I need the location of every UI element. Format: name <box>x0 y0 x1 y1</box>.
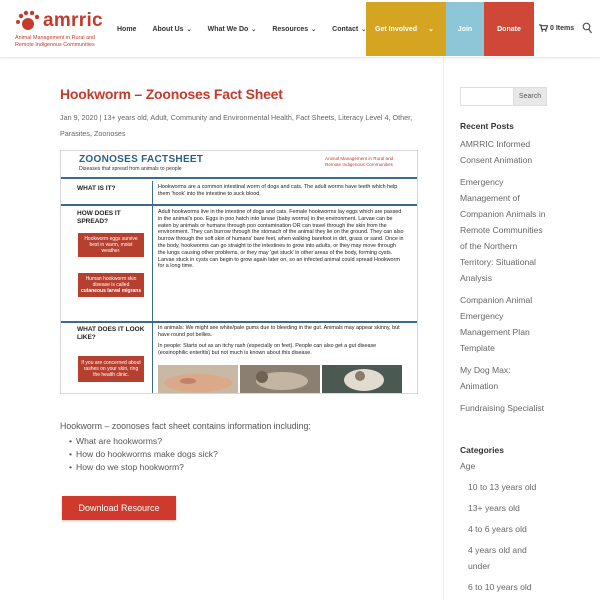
factsheet-divider <box>61 204 418 206</box>
download-resource-button[interactable]: Download Resource <box>62 496 176 520</box>
chevron-down-icon: ⌄ <box>186 26 192 33</box>
recent-posts-title: Recent Posts <box>460 121 514 131</box>
resource-topics <box>69 435 218 474</box>
get-involved-label: Get Involved <box>375 25 418 33</box>
cart-link[interactable] <box>539 24 574 32</box>
post-date: Jan 9, 2020 <box>60 113 98 122</box>
nav-home-label: Home <box>117 25 137 33</box>
category-link[interactable]: 6 to 10 years old <box>468 582 532 592</box>
resource-intro: Hookworm – zoonoses fact sheet contains information including: <box>60 421 311 431</box>
donate-label: Donate <box>497 25 521 33</box>
factsheet-q-look: WHAT DOES IT LOOK LIKE? <box>77 326 145 341</box>
categories-list <box>460 458 550 595</box>
nav-about-label: About Us <box>152 25 184 33</box>
list-item: • What are hookworms? <box>69 435 218 448</box>
factsheet-note-clinic: If you are concerned about rashes on your skin, ring the health clinic. <box>78 356 144 382</box>
post-meta: Jan 9, 2020 | 13+ years old, Adult, Community and Environmental Health, Fact Sheets, Literacy Level 4, Other, Parasites, Zoonoses <box>60 113 413 138</box>
category-link[interactable]: 4 years old and under <box>468 545 527 571</box>
search-icon[interactable] <box>582 22 592 34</box>
categories-title: Categories <box>460 445 504 455</box>
recent-post-link[interactable]: My Dog Max: Animation <box>460 365 511 391</box>
chevron-down-icon: ⌄ <box>361 26 367 33</box>
nav-home[interactable] <box>117 26 136 33</box>
search-button[interactable]: Search <box>514 87 547 106</box>
factsheet-a-people-text: In people: Starts out as an itchy rash (especially on feet). People can also get a gut disease (eosinophilic enteritis) but not much is known about this disease. <box>158 343 377 356</box>
factsheet-a-animals <box>158 325 404 339</box>
nav-contact[interactable] <box>332 26 366 33</box>
factsheet-photo-dog <box>240 365 320 393</box>
nav-join[interactable] <box>446 2 484 56</box>
recent-post-link[interactable]: Fundraising Specialist <box>460 403 545 413</box>
nav-what-we-do-label: What We Do <box>207 25 249 33</box>
search-input[interactable] <box>460 87 514 106</box>
site-logo[interactable] <box>15 9 115 51</box>
logo-wordmark: amrric <box>43 10 103 31</box>
site-header <box>0 0 600 58</box>
nav-get-involved[interactable] <box>366 2 446 56</box>
nav-about-us[interactable] <box>152 26 191 33</box>
chevron-down-icon: ⌄ <box>251 26 257 33</box>
factsheet-a-spread: Adult hookworms live in the intestine of dogs and cats. Female hookworms lay eggs which are passed in the animal's poo. Eggs in poo hatch into larvae (baby worms) in the environment. Larvae can be eaten by animals or humans through poo contamination OR can travel through the skin from the environment. They can burrow through the stomach of the animal they lie on the ground. They can also burrow through the soft skin of humans' bare feet, when walking barefoot in dirt, grass or sand. Once in the body, hookworms can go straight to the intestines to grow into adults, or they may move through the lungs causing other problems, or they may 'get stuck' in other areas of the body, forming cysts. Larvae stuck in cysts can begin to grow again later on, so an infected animal could spread Hookworm for a long time. <box>158 209 404 270</box>
factsheet-subtitle: Diseases that spread from animals to people <box>79 166 182 172</box>
recent-post-link[interactable]: Companion Animal Emergency Management Plan Template <box>460 295 533 353</box>
factsheet-note-larval-term: cutaneous larval migrans <box>80 288 142 294</box>
factsheet-org: Animal Management in Rural and Remote Indigenous Communities <box>325 156 394 167</box>
nav-contact-label: Contact <box>332 25 359 33</box>
factsheet-divider <box>61 321 418 323</box>
main-nav <box>117 0 382 58</box>
factsheet-q-spread: HOW DOES IT SPREAD? <box>77 210 121 225</box>
recent-posts-list <box>460 136 550 422</box>
list-item: • How do we stop hookworm? <box>69 461 218 474</box>
chevron-down-icon: ⌄ <box>311 26 317 33</box>
factsheet-image <box>60 150 418 394</box>
category-link[interactable]: 4 to 6 years old <box>468 524 527 534</box>
nav-resources[interactable] <box>272 26 316 33</box>
factsheet-column-divider <box>152 181 153 394</box>
recent-post-link[interactable]: Emergency Management of Companion Animals in Remote Communities of the Northern Territory: Situational Analysis <box>460 177 546 283</box>
page-title: Hookworm – Zoonoses Fact Sheet <box>60 86 283 102</box>
sidebar-search <box>460 87 547 106</box>
factsheet-a-animals-text: In animals: We might see white/pale gums due to bleeding in the gut. Animals may appear skinny, but have round pot bellies. <box>158 325 400 338</box>
factsheet-q-what: WHAT IS IT? <box>77 185 116 192</box>
category-link[interactable]: 10 to 13 years old <box>468 482 537 492</box>
factsheet-note-larval <box>78 273 144 297</box>
cart-count: 0 Items <box>550 24 575 32</box>
nav-what-we-do[interactable] <box>208 26 257 33</box>
logo-tagline: Animal Management in Rural and Remote Indigenous Communities <box>15 35 96 48</box>
post-categories[interactable]: 13+ years old, Adult, Community and Environmental Health, Fact Sheets, Literacy Level 4, Other, Parasites, Zoonoses <box>60 113 413 138</box>
hands-logo-icon <box>15 9 41 35</box>
factsheet-photo-feet <box>158 365 238 393</box>
category-link[interactable]: 13+ years old <box>468 503 520 513</box>
chevron-down-icon: ⌄ <box>428 26 434 33</box>
nav-resources-label: Resources <box>272 25 309 33</box>
join-label: Join <box>457 25 473 33</box>
category-link[interactable]: Age <box>460 461 476 471</box>
factsheet-photo-puppy <box>322 365 402 393</box>
factsheet-a-people <box>158 343 404 357</box>
list-item: • How do hookworms make dogs sick? <box>69 448 218 461</box>
nav-donate[interactable] <box>484 2 534 56</box>
factsheet-note-eggs: Hookworm eggs survive best in warm, moist weather. <box>78 233 144 257</box>
sidebar-divider <box>443 58 444 600</box>
factsheet-title: ZOONOSES FACTSHEET <box>79 154 204 165</box>
cart-icon <box>539 24 548 32</box>
recent-post-link[interactable]: AMRRIC Informed Consent Animation <box>460 139 533 165</box>
factsheet-a-what: Hookworms are a common intestinal worm of dogs and cats. The adult worms have teeth which help them 'hook' into the intestine to suck blood. <box>158 184 398 197</box>
factsheet-header <box>61 151 418 179</box>
factsheet-note-larval-text: Human hookworm skin disease is called <box>85 276 137 288</box>
